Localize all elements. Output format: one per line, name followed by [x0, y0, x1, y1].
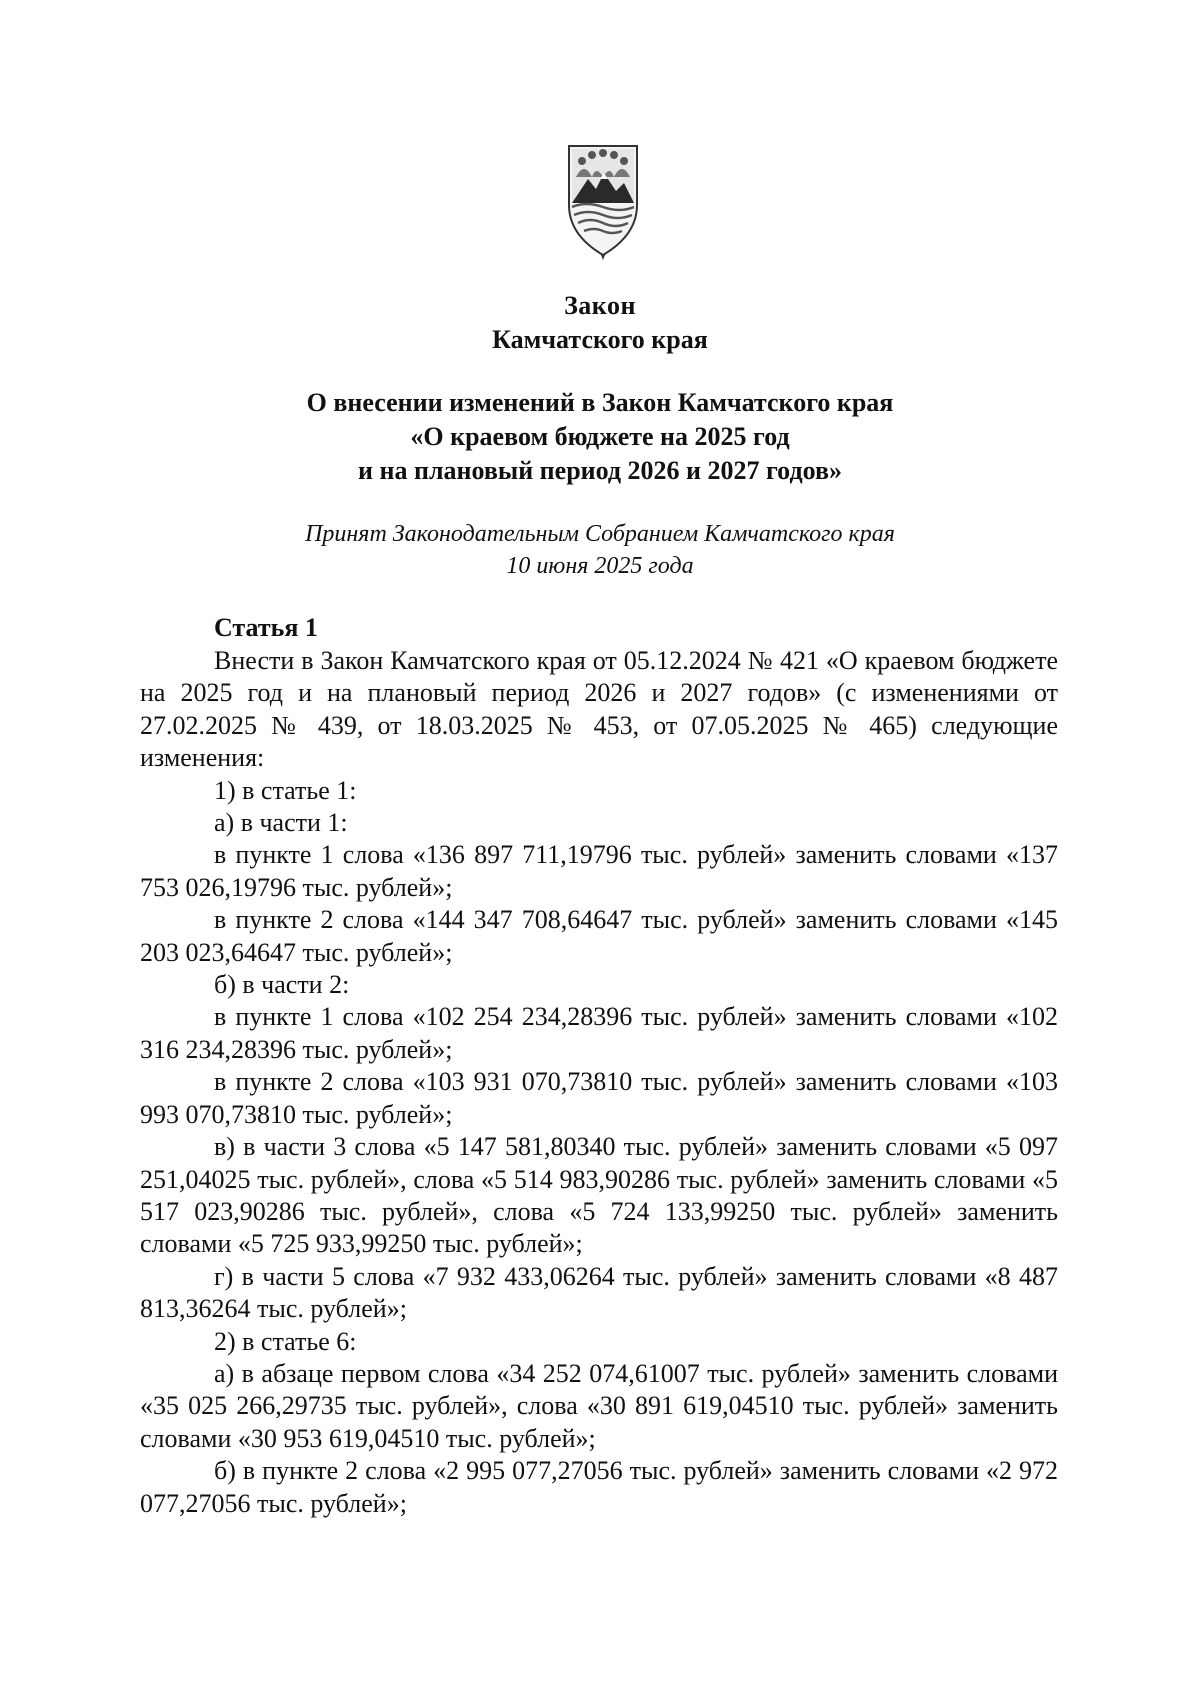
article-paragraph: в пункте 2 слова «144 347 708,64647 тыс. рублей» заменить словами «145 203 023,64647 тыс. рублей»;: [140, 905, 1058, 967]
article-paragraph: Внести в Закон Камчатского края от 05.12.2024 № 421 «О краевом бюджете на 2025 год и на плановый период 2026 и 2027 годов» (с изменениями от 27.02.2025 № 439, от 18.03.2025 № 453, от 07.05.2025 № 465) следующие изменения:: [140, 646, 1058, 773]
article-paragraph: в пункте 1 слова «102 254 234,28396 тыс. рублей» заменить словами «102 316 234,28396 тыс. рублей»;: [140, 1002, 1058, 1064]
adoption-note: [0, 518, 1200, 582]
article-body: [140, 645, 1058, 1520]
article-paragraph: в пункте 2 слова «103 931 070,73810 тыс. рублей» заменить словами «103 993 070,73810 тыс. рублей»;: [140, 1067, 1058, 1129]
article-paragraph: в) в части 3 слова «5 147 581,80340 тыс. рублей» заменить словами «5 097 251,04025 тыс. рублей», слова «5 514 983,90286 тыс. рублей» заменить словами «5 517 023,90286 тыс. рублей», слова «5 724 133,99250 тыс. рублей» заменить словами «5 725 933,99250 тыс. рублей»;: [140, 1132, 1058, 1259]
article-paragraph: б) в части 2:: [214, 970, 350, 1000]
article-heading: Статья 1: [214, 613, 318, 642]
article-paragraph: а) в абзаце первом слова «34 252 074,61007 тыс. рублей» заменить словами «35 025 266,29735 тыс. рублей», слова «30 891 619,04510 тыс. рублей» заменить словами «30 953 619,04510 тыс. рублей»;: [140, 1358, 1058, 1453]
adoption-date: 10 июня 2025 года: [506, 553, 694, 579]
article-paragraph: 2) в статье 6:: [214, 1326, 357, 1356]
adoption-line-1: Принят Законодательным Собранием Камчатского края: [305, 521, 895, 547]
article-paragraph: 1) в статье 1:: [214, 775, 357, 805]
article-paragraph: б) в пункте 2 слова «2 995 077,27056 тыс. рублей» заменить словами «2 972 077,27056 тыс. рублей»;: [140, 1456, 1058, 1518]
article-paragraph: г) в части 5 слова «7 932 433,06264 тыс. рублей» заменить словами «8 487 813,36264 тыс. рублей»;: [140, 1261, 1058, 1324]
law-title: Закон: [564, 291, 636, 320]
article-paragraph: в пункте 1 слова «136 897 711,19796 тыс. рублей» заменить словами «137 753 026,19796 тыс. рублей»;: [140, 840, 1058, 902]
kamchatka-coat-of-arms-icon: [566, 143, 640, 261]
law-subject: [0, 386, 1200, 488]
region-title: Камчатского края: [492, 325, 708, 354]
article-paragraph: а) в части 1:: [214, 808, 348, 838]
subject-line-2: «О краевом бюджете на 2025 год: [410, 422, 790, 451]
subject-line-3: и на плановый период 2026 и 2027 годов»: [358, 456, 842, 485]
subject-line-1: О внесении изменений в Закон Камчатского края: [306, 388, 894, 417]
